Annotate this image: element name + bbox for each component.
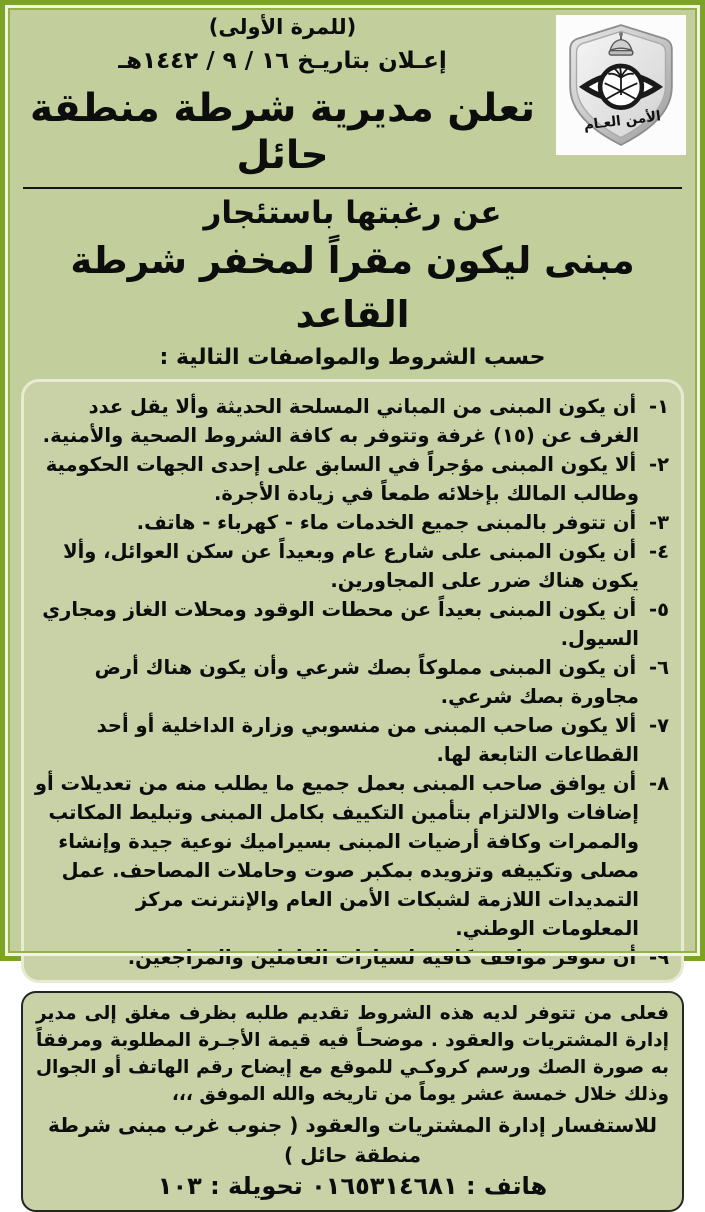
conditions-box	[21, 379, 684, 983]
submission-paragraph: فعلى من تتوفر لديه هذه الشروط تقديم طلبه بظرف مغلق إلى مدير إدارة المشتريات والعقود . موضحـاً فيه قيمة الأجـرة المطلوبة ومرفقاً به صورة الصك ورسم كروكـي للموقع مع إيضاح رقم الهاتف أو الجوال وذلك خلال خمسة عشر يوماً من تاريخه والله الموفق ،،،	[36, 1003, 669, 1106]
condition-item	[34, 537, 669, 595]
intro-line-2: مبنى ليكون مقراً لمخفر شرطة القاعد	[70, 239, 635, 337]
logo-caption: الأمن العـام	[582, 108, 662, 134]
condition-text: أن يكون المبنى مملوكاً بصك شرعي وأن يكون هناك أرض مجاورة بصك شرعي.	[94, 656, 639, 709]
condition-text: أن يكون المبنى بعيداً عن محطات الوقود ومحلات الغاز ومجاري السيول.	[42, 598, 639, 651]
condition-item	[34, 595, 669, 653]
inquiry-line: للاستفسار إدارة المشتريات والعقود ( جنوب غرب مبنى شرطة منطقة حائل )	[47, 1113, 657, 1168]
condition-text: أن يوافق صاحب المبنى بعمل جميع ما يطلب منه من تعديلات أو إضافات والالتزام بتأمين التكييف بكامل المبنى وتبليط المكاتب والممرات وكافة أرضيات المبنى بسيراميك نوعية جيدة وإنشاء مصلى وتكييفه وتزويده بمكبر صوت وحاملات المصاحف. عمل التمديدات اللازمة لشبكات الأمن العام والإنترنت مركز المعلومات الوطني.	[34, 772, 639, 941]
condition-item	[34, 769, 669, 943]
condition-item	[34, 653, 669, 711]
condition-item	[34, 508, 669, 537]
announcement-date: إعـلان بتاريـخ ١٦ / ٩ / ١٤٤٢هـ	[118, 48, 447, 74]
condition-number: ٧-	[649, 714, 669, 738]
condition-number: ١-	[649, 395, 669, 419]
condition-text: أن تتوفر بالمبنى جميع الخدمات ماء - كهرباء - هاتف.	[136, 511, 637, 535]
intro	[15, 193, 690, 373]
intro-line-3: حسب الشروط والمواصفات التالية :	[159, 344, 546, 370]
condition-number: ٦-	[649, 656, 669, 680]
condition-text: أن تتوفر مواقف كافية لسيارات العاملين والمراجعين.	[127, 946, 637, 970]
police-shield-icon	[562, 19, 680, 151]
condition-number: ٢-	[649, 453, 669, 477]
condition-number: ٤-	[649, 540, 669, 564]
divider-line	[23, 187, 682, 189]
first-time-note: (للمرة الأولى)	[208, 15, 357, 39]
condition-text: ألا يكون المبنى مؤجراً في السابق على إحدى الجهات الحكومية وطالب المالك بإخلائه طمعاً في زيادة الأجرة.	[45, 453, 639, 506]
public-security-logo	[556, 15, 686, 155]
condition-number: ٥-	[649, 598, 669, 622]
announcement-content	[5, 5, 700, 1212]
condition-number: ٩-	[649, 946, 669, 970]
condition-text: أن يكون المبنى من المباني المسلحة الحديثة وألا يقل عدد الغرف عن (١٥) غرفة وتتوفر به كافة الشروط الصحية والأمنية.	[42, 395, 639, 448]
header-text	[15, 13, 550, 180]
condition-item	[34, 392, 669, 450]
condition-number: ٣-	[649, 511, 669, 535]
condition-item	[34, 711, 669, 769]
condition-number: ٨-	[649, 772, 669, 796]
condition-text: ألا يكون صاحب المبنى من منسوبي وزارة الداخلية أو أحد القطاعات التابعة لها.	[96, 714, 639, 767]
condition-item	[34, 450, 669, 508]
header	[15, 13, 690, 180]
condition-item	[34, 943, 669, 972]
announcing-authority: تعلن مديرية شرطة منطقة حائل	[29, 86, 536, 178]
intro-line-1: عن رغبتها باستئجار	[203, 194, 502, 231]
submission-info-box	[21, 991, 684, 1212]
phone-line: هاتف : ٠١٦٥٣١٤٦٨١ تحويلة : ١٠٣	[157, 1172, 548, 1201]
condition-text: أن يكون المبنى على شارع عام وبعيداً عن سكن العوائل، وألا يكون هناك ضرر على المجاورين.	[63, 540, 639, 593]
